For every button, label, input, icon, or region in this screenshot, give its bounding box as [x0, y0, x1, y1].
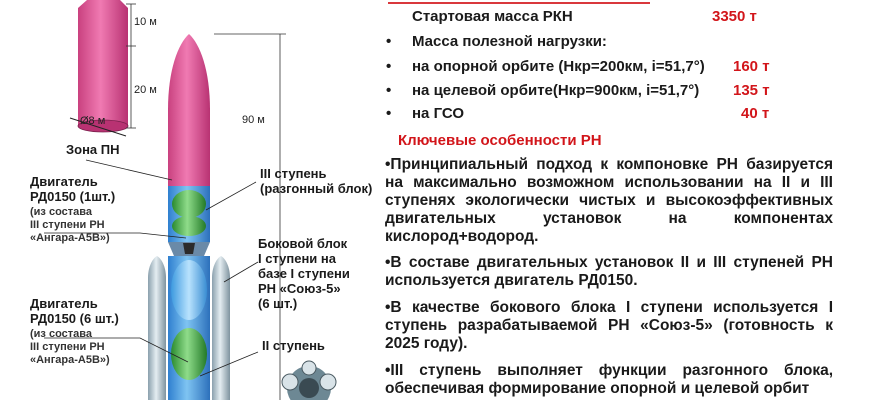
engine-upper-label	[30, 174, 115, 245]
side-block-line4: РН «Союз-5»	[258, 281, 341, 296]
stage2-label: II ступень	[262, 338, 325, 353]
engine-lower-label	[30, 296, 119, 367]
spec-row-launch-mass	[386, 8, 573, 25]
spec-bullet: •	[386, 82, 392, 99]
spec-value-reference-orbit: 160 т	[733, 58, 770, 75]
spec-label: на целевой орбите(Нкр=900км, i=51,7°)	[412, 82, 700, 99]
side-block-line3: базе I ступени	[258, 266, 350, 281]
spec-row-target-orbit	[386, 82, 699, 99]
side-block-line2: I ступени на	[258, 251, 336, 266]
side-block-line1: Боковой блок	[258, 236, 348, 251]
dim-20m: 20 м	[134, 84, 157, 96]
feature-paragraph-3: •В качестве бокового блока I ступени используется I ступень разрабатываемой РН «Союз-5» (готовность к 2025 году).	[385, 299, 833, 352]
spec-bullet: •	[386, 105, 392, 122]
feature-paragraph-1: •Принципиальный подход к компоновке РН базируется на максимально возможном использовании на II и III ступенях экологически чистых и высокоэффективных двигательных установок на компонентах кислород+водород.	[385, 156, 833, 245]
stage3-label	[260, 166, 372, 196]
spec-label: на опорной орбите (Нкр=200км, i=51,7°)	[412, 58, 705, 75]
side-block-line5: (6 шт.)	[258, 296, 298, 311]
feature-paragraph-4: •III ступень выполняет функции разгонного блока, обеспечивая формирование опорной и целевой орбит	[385, 362, 833, 397]
spec-label: Стартовая масса РКН	[412, 8, 573, 25]
core-stage	[168, 34, 210, 400]
spec-value-gso: 40 т	[741, 105, 770, 122]
payload-zone-label: Зона ПН	[66, 142, 120, 157]
engine-upper-note3: «Ангара-А5В»)	[30, 232, 110, 244]
spec-label: Масса полезной нагрузки:	[412, 33, 607, 50]
spec-bullet: •	[386, 33, 392, 50]
feature-paragraph-2: •В составе двигательных установок II и III ступеней РН используется двигатель РД0150.	[385, 254, 833, 289]
stage3-line2: (разгонный блок)	[260, 181, 373, 196]
features-heading: Ключевые особенности РН	[398, 132, 602, 149]
spec-bullet: •	[386, 58, 392, 75]
engine-upper-title2: РД0150 (1шт.)	[30, 189, 116, 204]
dim-diameter: Ø8 м	[80, 115, 106, 127]
engine-lower-note3: «Ангара-А5В»)	[30, 354, 110, 366]
engine-lower-note2: III ступени РН	[30, 341, 105, 353]
spec-value-launch-mass: 3350 т	[712, 8, 757, 25]
engine-cluster-view	[282, 361, 336, 400]
spec-label: на ГСО	[412, 105, 465, 122]
spec-row-payload-mass	[386, 33, 607, 50]
spec-row-reference-orbit	[386, 58, 705, 75]
engine-lower-title2: РД0150 (6 шт.)	[30, 311, 119, 326]
engine-upper-note2: III ступени РН	[30, 219, 105, 231]
stage3-line1: III ступень	[260, 166, 327, 181]
dim-90m: 90 м	[242, 114, 265, 126]
dim-10m: 10 м	[134, 16, 157, 28]
spec-row-gso	[386, 105, 464, 122]
engine-lower-note1: (из состава	[30, 328, 92, 340]
spec-value-target-orbit: 135 т	[733, 82, 770, 99]
side-block-label	[258, 236, 350, 311]
engine-upper-note1: (из состава	[30, 206, 92, 218]
specs-top-cut-heading	[388, 0, 650, 4]
payload-zone-drawing	[78, 0, 128, 132]
engine-lower-title1: Двигатель	[30, 296, 98, 311]
engine-upper-title1: Двигатель	[30, 174, 98, 189]
